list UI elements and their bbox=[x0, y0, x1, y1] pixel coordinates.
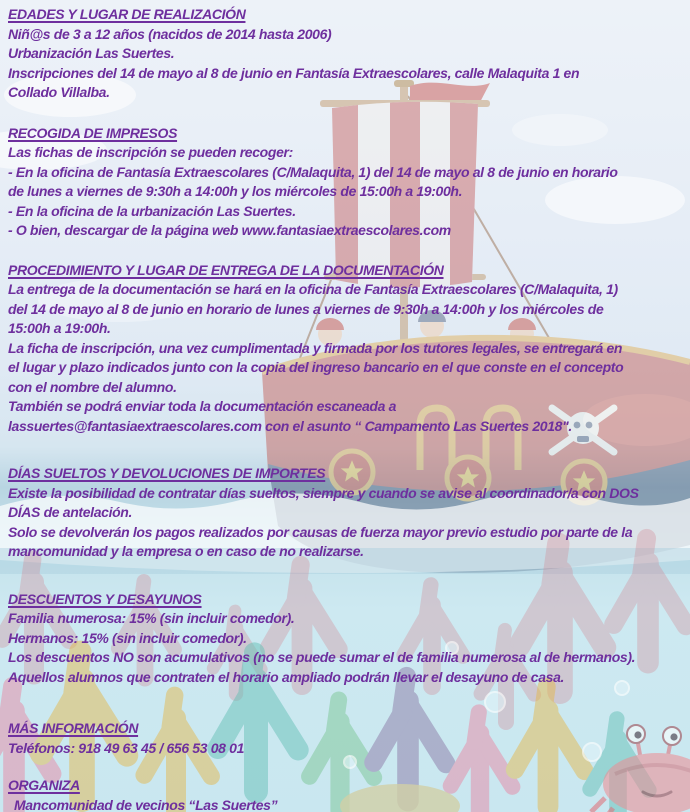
section-descuentos bbox=[8, 590, 686, 688]
text-line: Niñ@s de 3 a 12 años (nacidos de 2014 hasta 2006) bbox=[8, 25, 332, 42]
text-line: Solo se devolverán los pagos realizados por causas de fuerza mayor previo estudio por parte de la bbox=[8, 523, 633, 540]
text-line: - En la oficina de la urbanización Las Suertes. bbox=[8, 202, 296, 219]
section-heading: MÁS INFORMACIÓN bbox=[8, 720, 139, 736]
text-line: Aquellos alumnos que contraten el horario ampliado podrán llevar el desayuno de casa. bbox=[8, 668, 565, 685]
section-procedimiento bbox=[8, 261, 686, 437]
text-line: Urbanización Las Suertes. bbox=[8, 45, 175, 61]
text-line: DÍAS de antelación. bbox=[8, 504, 133, 520]
section-heading: PROCEDIMIENTO Y LUGAR DE ENTREGA DE LA DOCUMENTACIÓN bbox=[8, 261, 444, 278]
text-line: Collado Villalba. bbox=[8, 84, 110, 100]
section-dias-sueltos bbox=[8, 464, 686, 562]
section-heading: DÍAS SUELTOS Y DEVOLUCIONES DE IMPORTES bbox=[8, 465, 326, 481]
text-line: con el nombre del alumno. bbox=[8, 378, 177, 395]
organizer-name: Mancomunidad de vecinos “Las Suertes” bbox=[14, 796, 278, 812]
text-line: Las fichas de inscripción se pueden recoger: bbox=[8, 144, 293, 160]
section-heading: EDADES Y LUGAR DE REALIZACIÓN bbox=[8, 6, 246, 22]
text-line: También se podrá enviar toda la documentación escaneada a bbox=[8, 398, 396, 414]
text-line: - En la oficina de Fantasía Extraescolares (C/Malaquita, 1) del 14 de mayo al 8 de junio en horario bbox=[8, 163, 618, 180]
text-line: Inscripciones del 14 de mayo al 8 de junio en Fantasía Extraescolares, calle Malaquita 1 en bbox=[8, 64, 580, 81]
text-line: 15:00h a 19:00h. bbox=[8, 320, 111, 336]
text-line: lassuertes@fantasiaextraescolares.com con el asunto “ Campamento Las Suertes 2018". bbox=[8, 417, 572, 434]
text-line: mancomunidad y la empresa o en caso de no realizarse. bbox=[8, 543, 364, 559]
text-line: Familia numerosa: 15% (sin incluir comedor). bbox=[8, 610, 295, 626]
text-line: de lunes a viernes de 9:30h a 14:00h y los miércoles de 15:00h a 19:00h. bbox=[8, 183, 463, 199]
phone-numbers: Teléfonos: 918 49 63 45 / 656 53 08 01 bbox=[8, 739, 245, 756]
text-line: - O bien, descargar de la página web www.fantasiaextraescolares.com bbox=[8, 222, 451, 238]
section-mas-informacion bbox=[8, 719, 686, 758]
text-line: Hermanos: 15% (sin incluir comedor). bbox=[8, 629, 247, 646]
text-line: Los descuentos NO son acumulativos (no se puede sumar el de familia numerosa al de hermanos). bbox=[8, 649, 636, 665]
text-line: del 14 de mayo al 8 de junio en horario de lunes a viernes de 9:30h a 14:00h y los miércoles de bbox=[8, 300, 604, 317]
text-line: Existe la posibilidad de contratar días sueltos, siempre y cuando se avise al coordinador/a con DOS bbox=[8, 484, 639, 501]
section-heading: RECOGIDA DE IMPRESOS bbox=[8, 124, 178, 141]
text-line: La ficha de inscripción, una vez cumplimentada y firmada por los tutores legales, se entregará en bbox=[8, 339, 623, 356]
text-line: el lugar y plazo indicados junto con la copia del ingreso bancario en el que conste en el concepto bbox=[8, 359, 624, 375]
text-line: La entrega de la documentación se hará en la oficina de Fantasía Extraescolares (C/Malaquita, 1) bbox=[8, 281, 618, 297]
section-heading: ORGANIZA bbox=[8, 777, 80, 793]
section-heading: DESCUENTOS Y DESAYUNOS bbox=[8, 590, 202, 607]
section-organiza bbox=[8, 776, 686, 812]
section-recogida bbox=[8, 124, 686, 241]
section-edades bbox=[8, 5, 686, 103]
